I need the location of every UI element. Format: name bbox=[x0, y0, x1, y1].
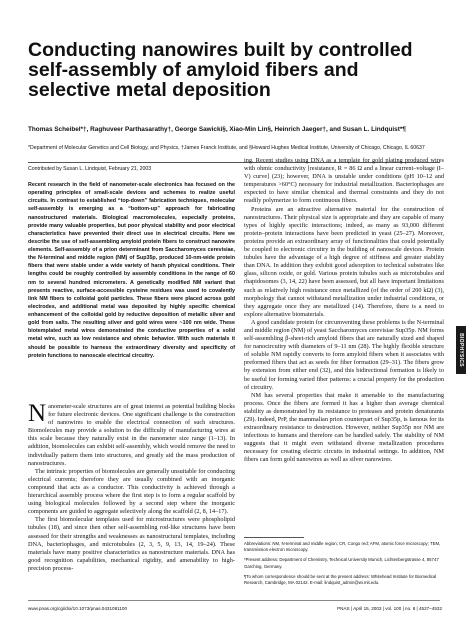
paragraph: The first biomolecular templates used for microstructures were phospholipid tubules (18), and since then other self-assembling rod-like structures have been assessed for their strengths and weaknesses as nanostructural templates, including DNA, bacteriophages, and microtubules (2, 3, 5, 9, 13, 14, 19–24). These materials have many positive characteristics as nanostructure materials. DNA has good recognition capabilities, mechanical rigidity, and amenability to high-precision process- bbox=[28, 516, 235, 572]
paragraph: The intrinsic properties of biomolecules are generally unsuitable for conducting electrical currents; therefore they are usually combined with an inorganic compound that acts as a conductor. This conductivity is achieved through a hierarchical assembly process where the first step is to form a regular scaffold by using biological molecules followed by a second step where the inorganic components are guided to aggregate selectively along the scaffold (2, 8, 14–17). bbox=[28, 467, 235, 516]
paragraph: Proteins are an attractive alternative material for the construction of nanostructures. Their physical size is appropriate and they are capable of many types of highly specific interactions; indeed, as many as 93,000 different protein–protein interactions have been predicted in yeast (25–27). Moreover, proteins provide an extraordinary array of functionalities that could potentially be coupled to electronic circuitry in the building of nanoscale devices. Protein tubules have the advantage of a high degree of stiffness and greater stability than DNA. In addition they exhibit good adsorption to technical substrates like glass, silicon oxide, or gold. Various protein tubules such as microtubules and rhapidosomes (3, 14, 22) have been assessed, but all have important limitations such as relatively high resistance once metallized (of the order of 200 kΩ) (3), morphology that cannot withstand metallization under industrial conditions, or they aggregate once they are metallized (14). Therefore, there is a need to explore alternative biomaterials. bbox=[244, 205, 444, 318]
section-tab bbox=[456, 326, 466, 374]
affiliations: *Department of Molecular Genetics and Cell Biology, and Physics, †James Franck Institute, and §Howard Hughes Medical Institute, University of Chicago, Chicago, IL 60637 bbox=[28, 145, 425, 151]
footnote-present-address: *Present address: Department of Chemistry, Technical University Munich, Lichtenbergstrasse 4, 85747 Garching, Germany. bbox=[244, 557, 439, 569]
paragraph: ing. Recent studies using DNA as a template for gold plating produced wires with ohmic conductivity [resistance, R = 86 Ω and a linear current–voltage (I–V) curve] (23); however, DNA is unstable under conditions (pH 10–12 and temperatures >60°C) necessary for industrial metallization. Bacteriophages are expected to have similar chemical and thermal constraints and they do not readily polymerize to form continuous fibers. bbox=[244, 157, 444, 205]
paragraph: A good candidate protein for circumventing these problems is the N-terminal and middle region (NM) of yeast Saccharomyces cerevisiae Sup35p. NM forms self-assembling β-sheet-rich amyloid fibers that are naturally sized and shaped for nanocircuitry with diameters of 9–11 nm (28). The highly flexible structure of soluble NM rapidly converts to form amyloid fibers when it associates with preformed fibers that act as seeds for fiber formation (29–31). The fibers grow by extension from either end (32), and this bidirectional formation is likely to be useful for forming varied fiber patterns: a crucial property for the production of circuitry. bbox=[244, 318, 444, 391]
article-title bbox=[28, 40, 438, 100]
intro-paragraph bbox=[28, 400, 235, 468]
contributed-by: Contributed by Susan L. Lindquist, February 21, 2003 bbox=[28, 166, 152, 172]
footnote-abbreviations: Abbreviations: NM, N-terminal and middle region; CR, Congo red; AFM, atomic force microscopy; TEM, transmission electron microscopy. bbox=[244, 541, 441, 553]
paragraph-text: anometer-scale structures are of great interest as potential building blocks for future electronic devices. One significant challenge is the construction of nanowires to enable the electrical connection of such structures. Biomolecules may provide a solution to the difficulty of manufacturing wires at this scale because they naturally exist in the nanometer size range (1–13). In addition, biomolecules can exhibit self-assembly, which would remove the need to individually pattern them into structures, and greatly aid the mass production of nanostructures. bbox=[28, 403, 235, 467]
abstract: Recent research in the field of nanometer-scale electronics has focused on the operating principles of small-scale devices and schemes to realize useful circuits. In contrast to established “top-down” fabrication techniques, molecular self-assembly is emerging as a “bottom-up” approach for fabricating nanostructured materials. Biological macromolecules, especially proteins, provide many valuable properties, but poor physical stability and poor electrical characteristics have prevented their direct use in electrical circuits. Here we describe the use of self-assembling amyloid protein fibers to construct nanowire elements. Self-assembly of a prion determinant from Saccharomyces cerevisiae, the N-terminal and middle region (NM) of Sup35p, produced 10-nm-wide protein fibers that were stable under a wide variety of harsh physical conditions. Their lengths could be roughly controlled by assembly conditions in the range of 60 nm to several hundred micrometers. A genetically modified NM variant that presents reactive, surface-accessible cysteine residues was used to covalently link NM fibers to colloidal gold particles. These fibers were placed across gold electrodes, and additional metal was deposited by highly specific chemical enhancement of the colloidal gold by reductive deposition of metallic silver and gold from salts. The resulting silver and gold wires were ~100 nm wide. These biotemplated metal wires demonstrated the conductive properties of a solid metal wire, such as low resistance and ohmic behavior. With such materials it should be possible to harness the extraordinary diversity and specificity of protein functions to nanoscale electrical circuitry. bbox=[28, 182, 235, 359]
body-column-left bbox=[28, 400, 235, 573]
title-line: self-assembly of amyloid fibers and bbox=[28, 59, 359, 81]
author-list: Thomas Scheibel*†, Raghuveer Parthasarathy†, George Sawicki§, Xiao-Min Lin§, Heinrich Jaeger†, and Susan L. Lindquist*¶ bbox=[28, 126, 406, 133]
title-line: selective metal deposition bbox=[28, 79, 271, 101]
footnote-correspondence: ¶To whom correspondence should be sent at the present address: Whitehead Institute for Biomedical Research, Cambridge, MA 02142. E-mail: lindquist_admin@wi.mit.edu. bbox=[244, 573, 437, 586]
body-column-right bbox=[244, 157, 444, 465]
title-line: Conducting nanowires built by controlled bbox=[28, 39, 413, 61]
drop-cap: N bbox=[28, 400, 47, 427]
paragraph: NM has several properties that make it amenable to the manufacturing process. Once the fibers are formed it has a higher than average chemical stability as demonstrated by its resistance to proteases and protein denaturants (29). Indeed, PrP, the mammalian prion counterpart of Sup35p, is famous for its extraordinary resistance to destruction. However, neither Sup35p nor NM are infectious to humans and therefore can be handled safely. The stability of NM suggests that it might even withstand diverse metallization procedures necessary for creating electric circuits in industrial settings. In addition, NM fibers can form gold nanowires as well as silver nanowires. bbox=[244, 391, 444, 464]
footnotes bbox=[244, 541, 444, 586]
footer-divider bbox=[28, 600, 440, 601]
section-tab-label: BIOPHYSICS bbox=[458, 333, 464, 367]
journal-citation: PNAS | April 15, 2003 | vol. 100 | no. 8 | 4527–4532 bbox=[337, 606, 442, 611]
doi-link[interactable]: www.pnas.org/cgi/doi/10.1073/pnas.0431081100 bbox=[28, 606, 128, 611]
footnote-divider bbox=[244, 537, 304, 538]
